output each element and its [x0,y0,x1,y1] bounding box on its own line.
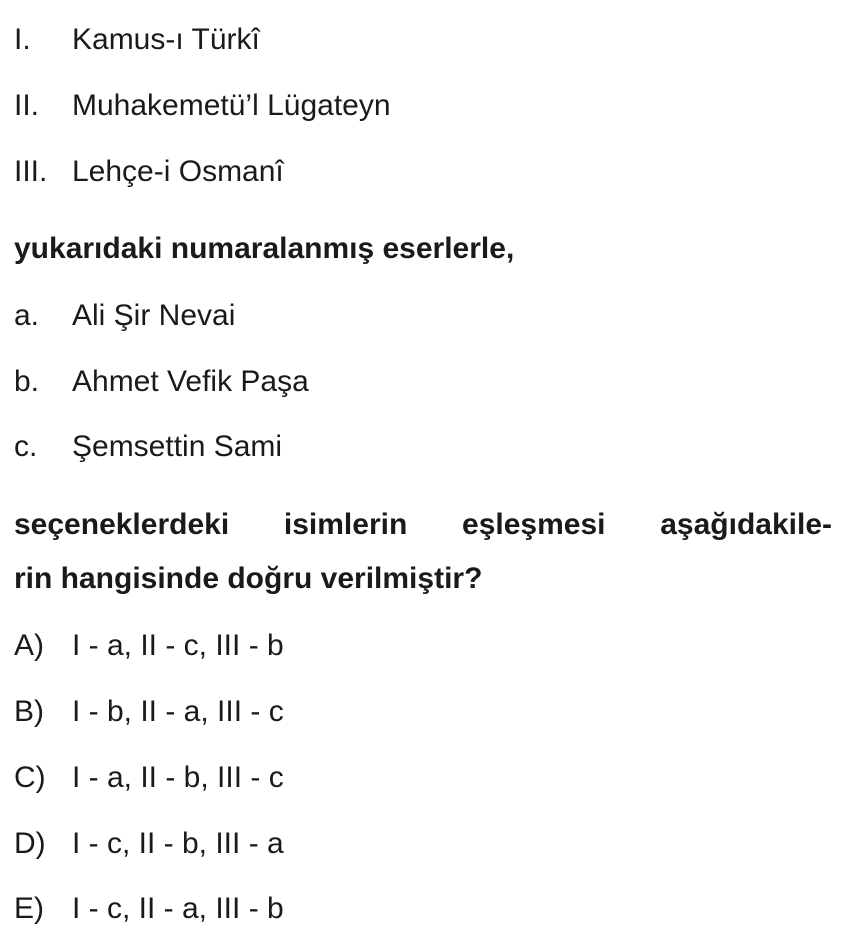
intro-line: yukarıdaki numaralanmış eserlerle, [14,232,515,265]
option-text: I - c, II - a, III - b [72,892,284,925]
author-name: Ahmet Vefik Paşa [72,365,309,398]
author-name: Ali Şir Nevai [72,299,236,332]
work-item-3 [14,152,284,192]
author-marker: a. [14,299,40,332]
option-letter: A) [14,629,44,662]
option-b[interactable] [14,692,284,732]
question-line-1: seçeneklerdeki isimlerin eşleşmesi aşağıdakile- [14,508,832,541]
work-item-2 [14,86,391,126]
option-a[interactable] [14,626,284,666]
option-letter: B) [14,695,44,728]
option-text: I - b, II - a, III - c [72,695,284,728]
author-item-c [14,427,282,467]
option-e[interactable] [14,889,284,929]
option-text: I - a, II - c, III - b [72,629,284,662]
option-letter: D) [14,827,46,860]
work-title: Muhakemetü’l Lügateyn [72,89,391,122]
option-text: I - c, II - b, III - a [72,827,284,860]
work-item-1 [14,20,260,60]
author-marker: c. [14,430,38,463]
work-title: Kamus-ı Türkî [72,23,260,56]
work-marker: III. [14,155,48,188]
option-text: I - a, II - b, III - c [72,761,284,794]
work-marker: I. [14,23,31,56]
option-c[interactable] [14,758,284,798]
work-marker: II. [14,89,40,122]
option-d[interactable] [14,824,284,864]
option-letter: C) [14,761,46,794]
question-line-2: rin hangisinde doğru verilmiştir? [14,562,483,595]
work-title: Lehçe-i Osmanî [72,155,284,188]
author-name: Şemsettin Sami [72,430,283,463]
author-marker: b. [14,365,40,398]
author-item-b [14,362,309,402]
option-letter: E) [14,892,44,925]
author-item-a [14,296,235,336]
